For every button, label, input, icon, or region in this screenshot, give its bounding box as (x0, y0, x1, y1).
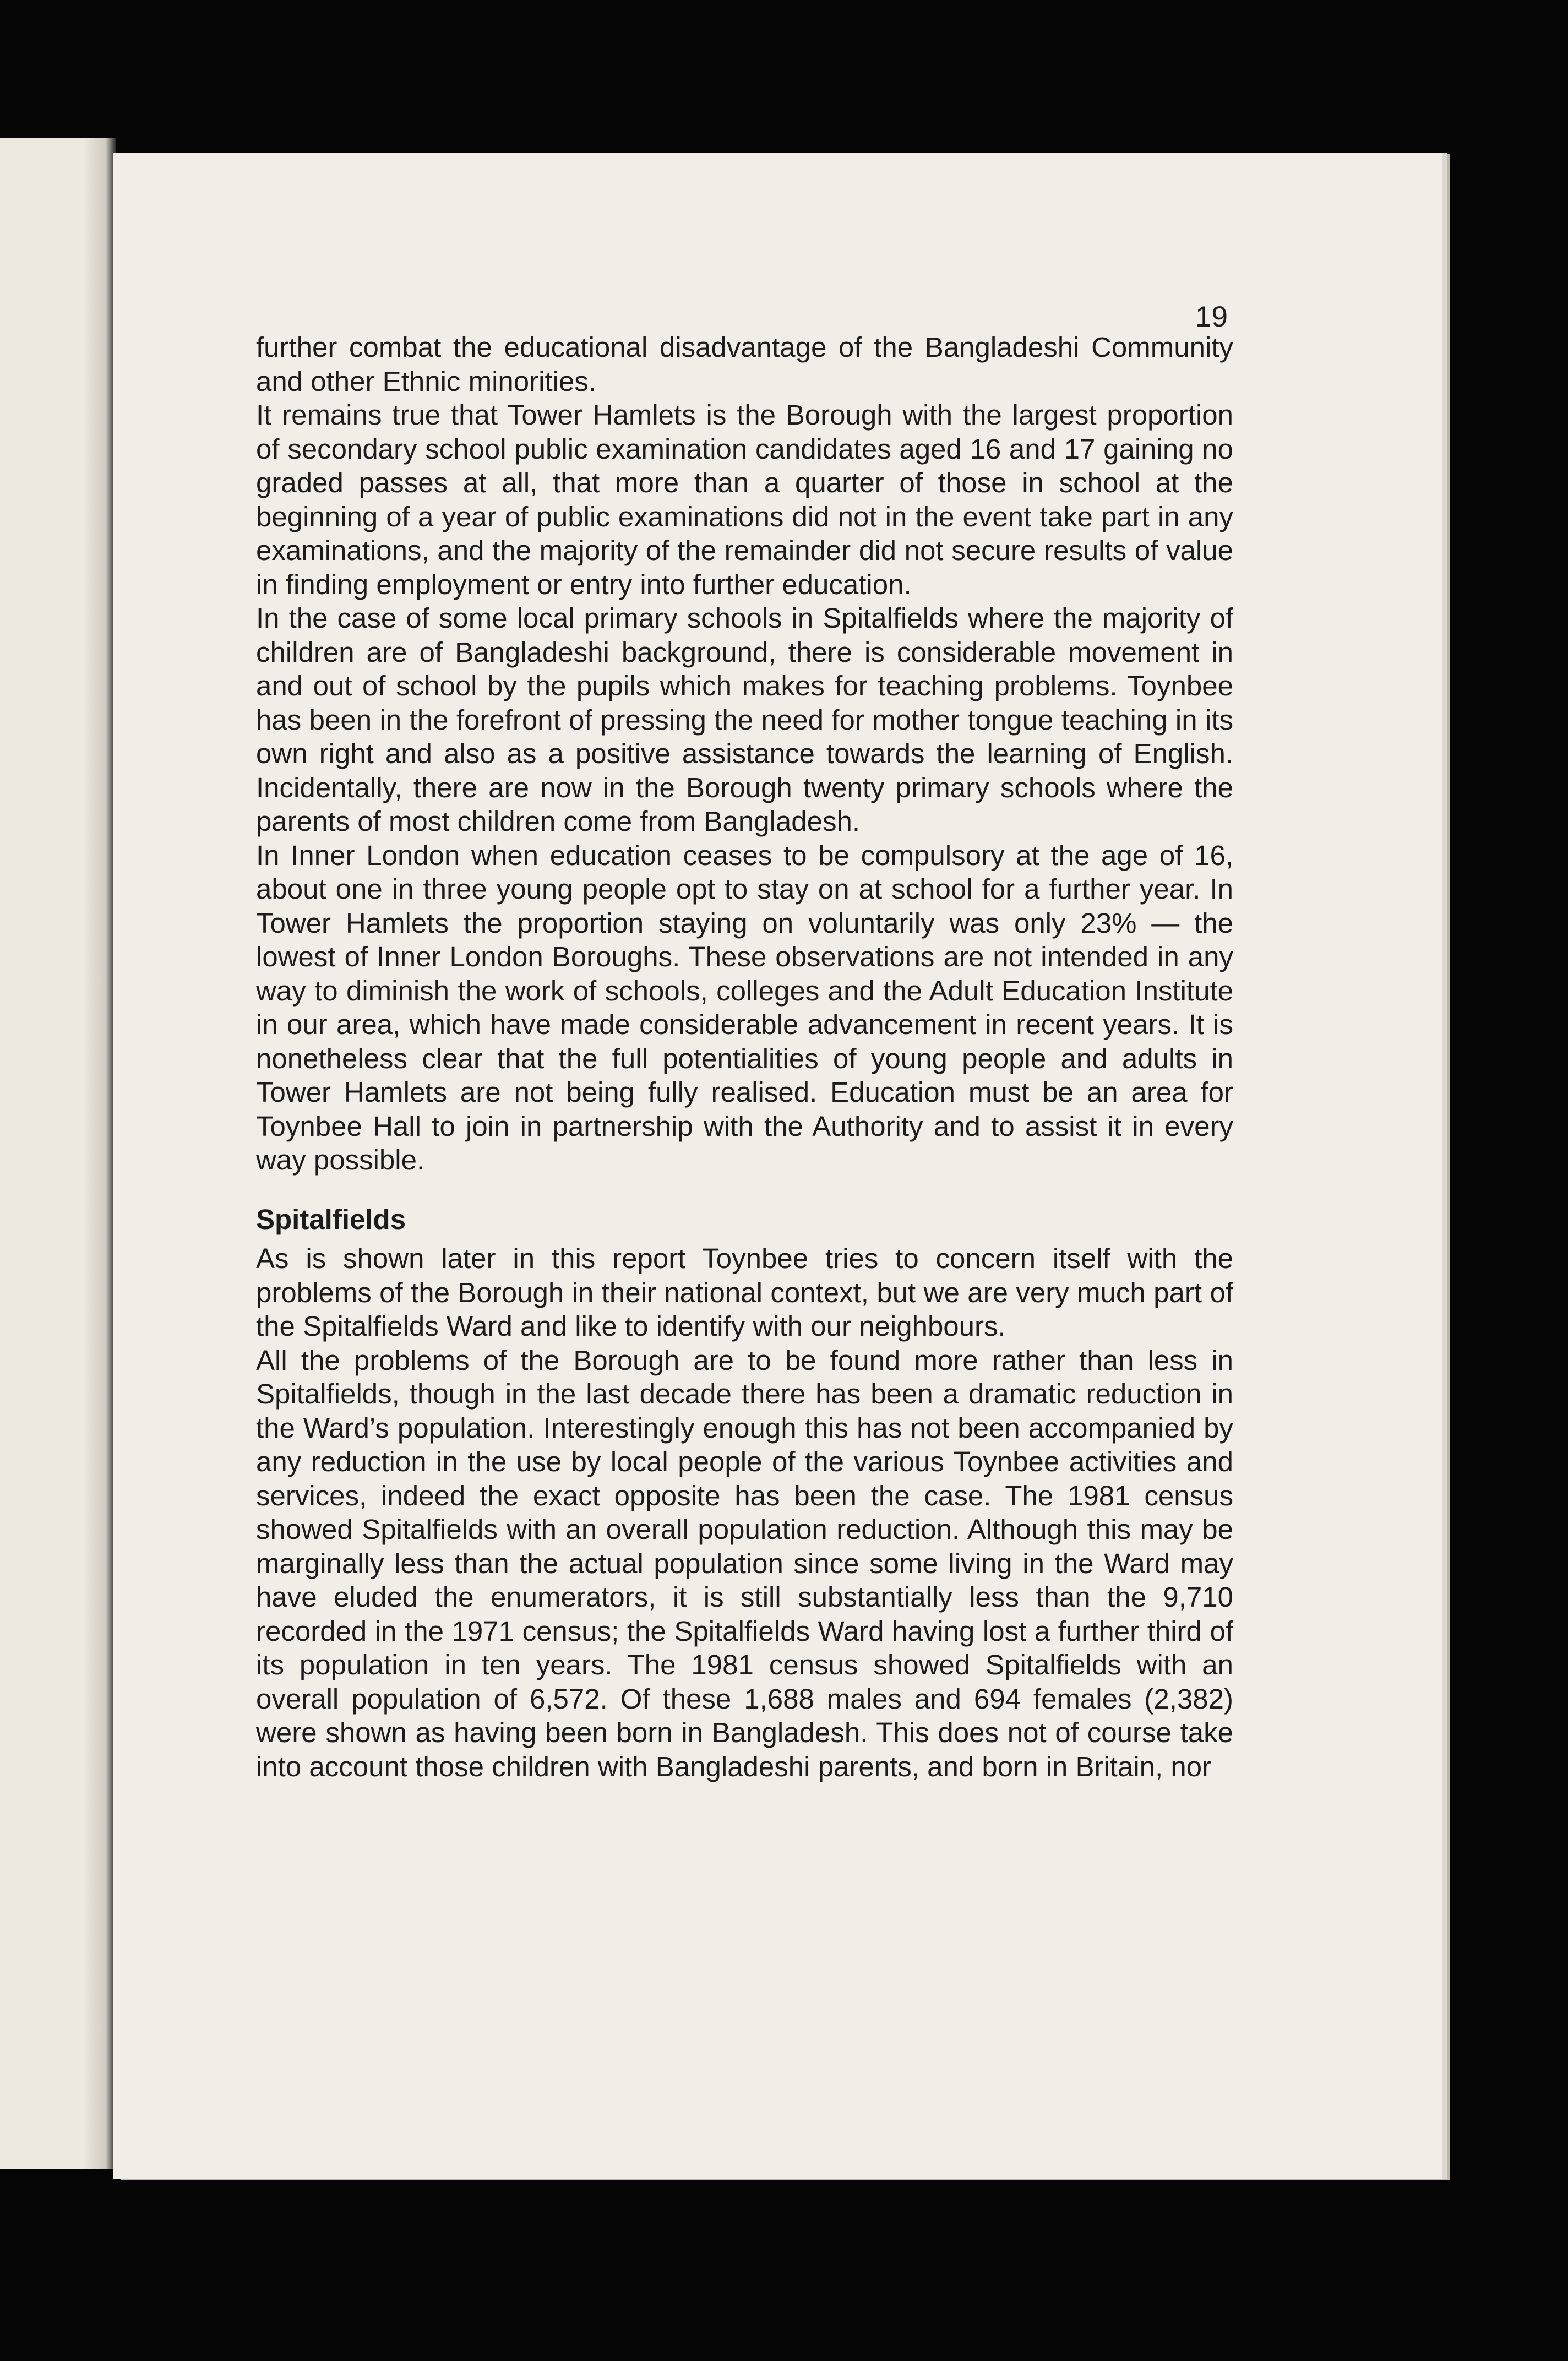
book-gutter (83, 138, 116, 2169)
paragraph: In the case of some local primary schools in Spitalfields where the majority of children are of Bangladeshi background, there is considerable movement in and out of school by the pupils which makes for teaching problems. Toynbee has been in the forefront of pressing the need for mother tongue teaching in its own right and also as a positive assistance towards the learning of English. Incidentally, there are now in the Borough twenty primary schools where the parents of most children come from Bangladesh. (256, 602, 1233, 837)
page-number: 19 (1195, 301, 1228, 333)
section-heading: Spitalfields (256, 1203, 406, 1235)
paragraph: In Inner London when education ceases to be compulsory at the age of 16, about one in three young people opt to stay on at school for a further year. In Tower Hamlets the proportion staying on voluntarily was only 23% — the lowest of Inner London Boroughs. These observations are not intended in any way to diminish the work of schools, colleges and the Adult Education Institute in our area, which have made considerable advancement in recent years. It is nonetheless clear that the full potentialities of young people and adults in Tower Hamlets are not being fully realised. Education must be an area for Toynbee Hall to join in partnership with the Authority and to assist it in every way possible. (256, 839, 1233, 1176)
body-text (256, 330, 1233, 1783)
paragraph: It remains true that Tower Hamlets is the Borough with the largest proportion of secondary school public examination candidates aged 16 and 17 gaining no graded passes at all, that more than a quarter of those in school at the beginning of a year of public examinations did not in the event take part in any examinations, and the majority of the remainder did not secure results of value in finding employment or entry into further education. (256, 399, 1233, 600)
paragraph: As is shown later in this report Toynbee tries to concern itself with the problems of the Borough in their national context, but we are very much part of the Spitalfields Ward and like to identify with our neighbours. (256, 1243, 1233, 1342)
paragraph: All the problems of the Borough are to be found more rather than less in Spitalfields, though in the last decade there has been a dramatic reduction in the Ward’s population. Interestingly enough this has not been accompanied by any reduction in the use by local people of the various Toynbee activities and services, indeed the exact opposite has been the case. The 1981 census showed Spitalfields with an overall population reduction. Although this may be marginally less than the actual population since some living in the Ward may have eluded the enumerators, it is still substantially less than the 9,710 recorded in the 1971 census; the Spitalfields Ward having lost a further third of its population in ten years. The 1981 census showed Spitalfields with an overall population of 6,572. Of these 1,688 males and 694 females (2,382) were shown as having been born in Bangladesh. This does not of course take into account those children with Bangladeshi parents, and born in Britain, nor (256, 1344, 1233, 1782)
paragraph: further combat the educational disadvantage of the Bangladeshi Community and other Ethnic minorities. (256, 331, 1233, 397)
